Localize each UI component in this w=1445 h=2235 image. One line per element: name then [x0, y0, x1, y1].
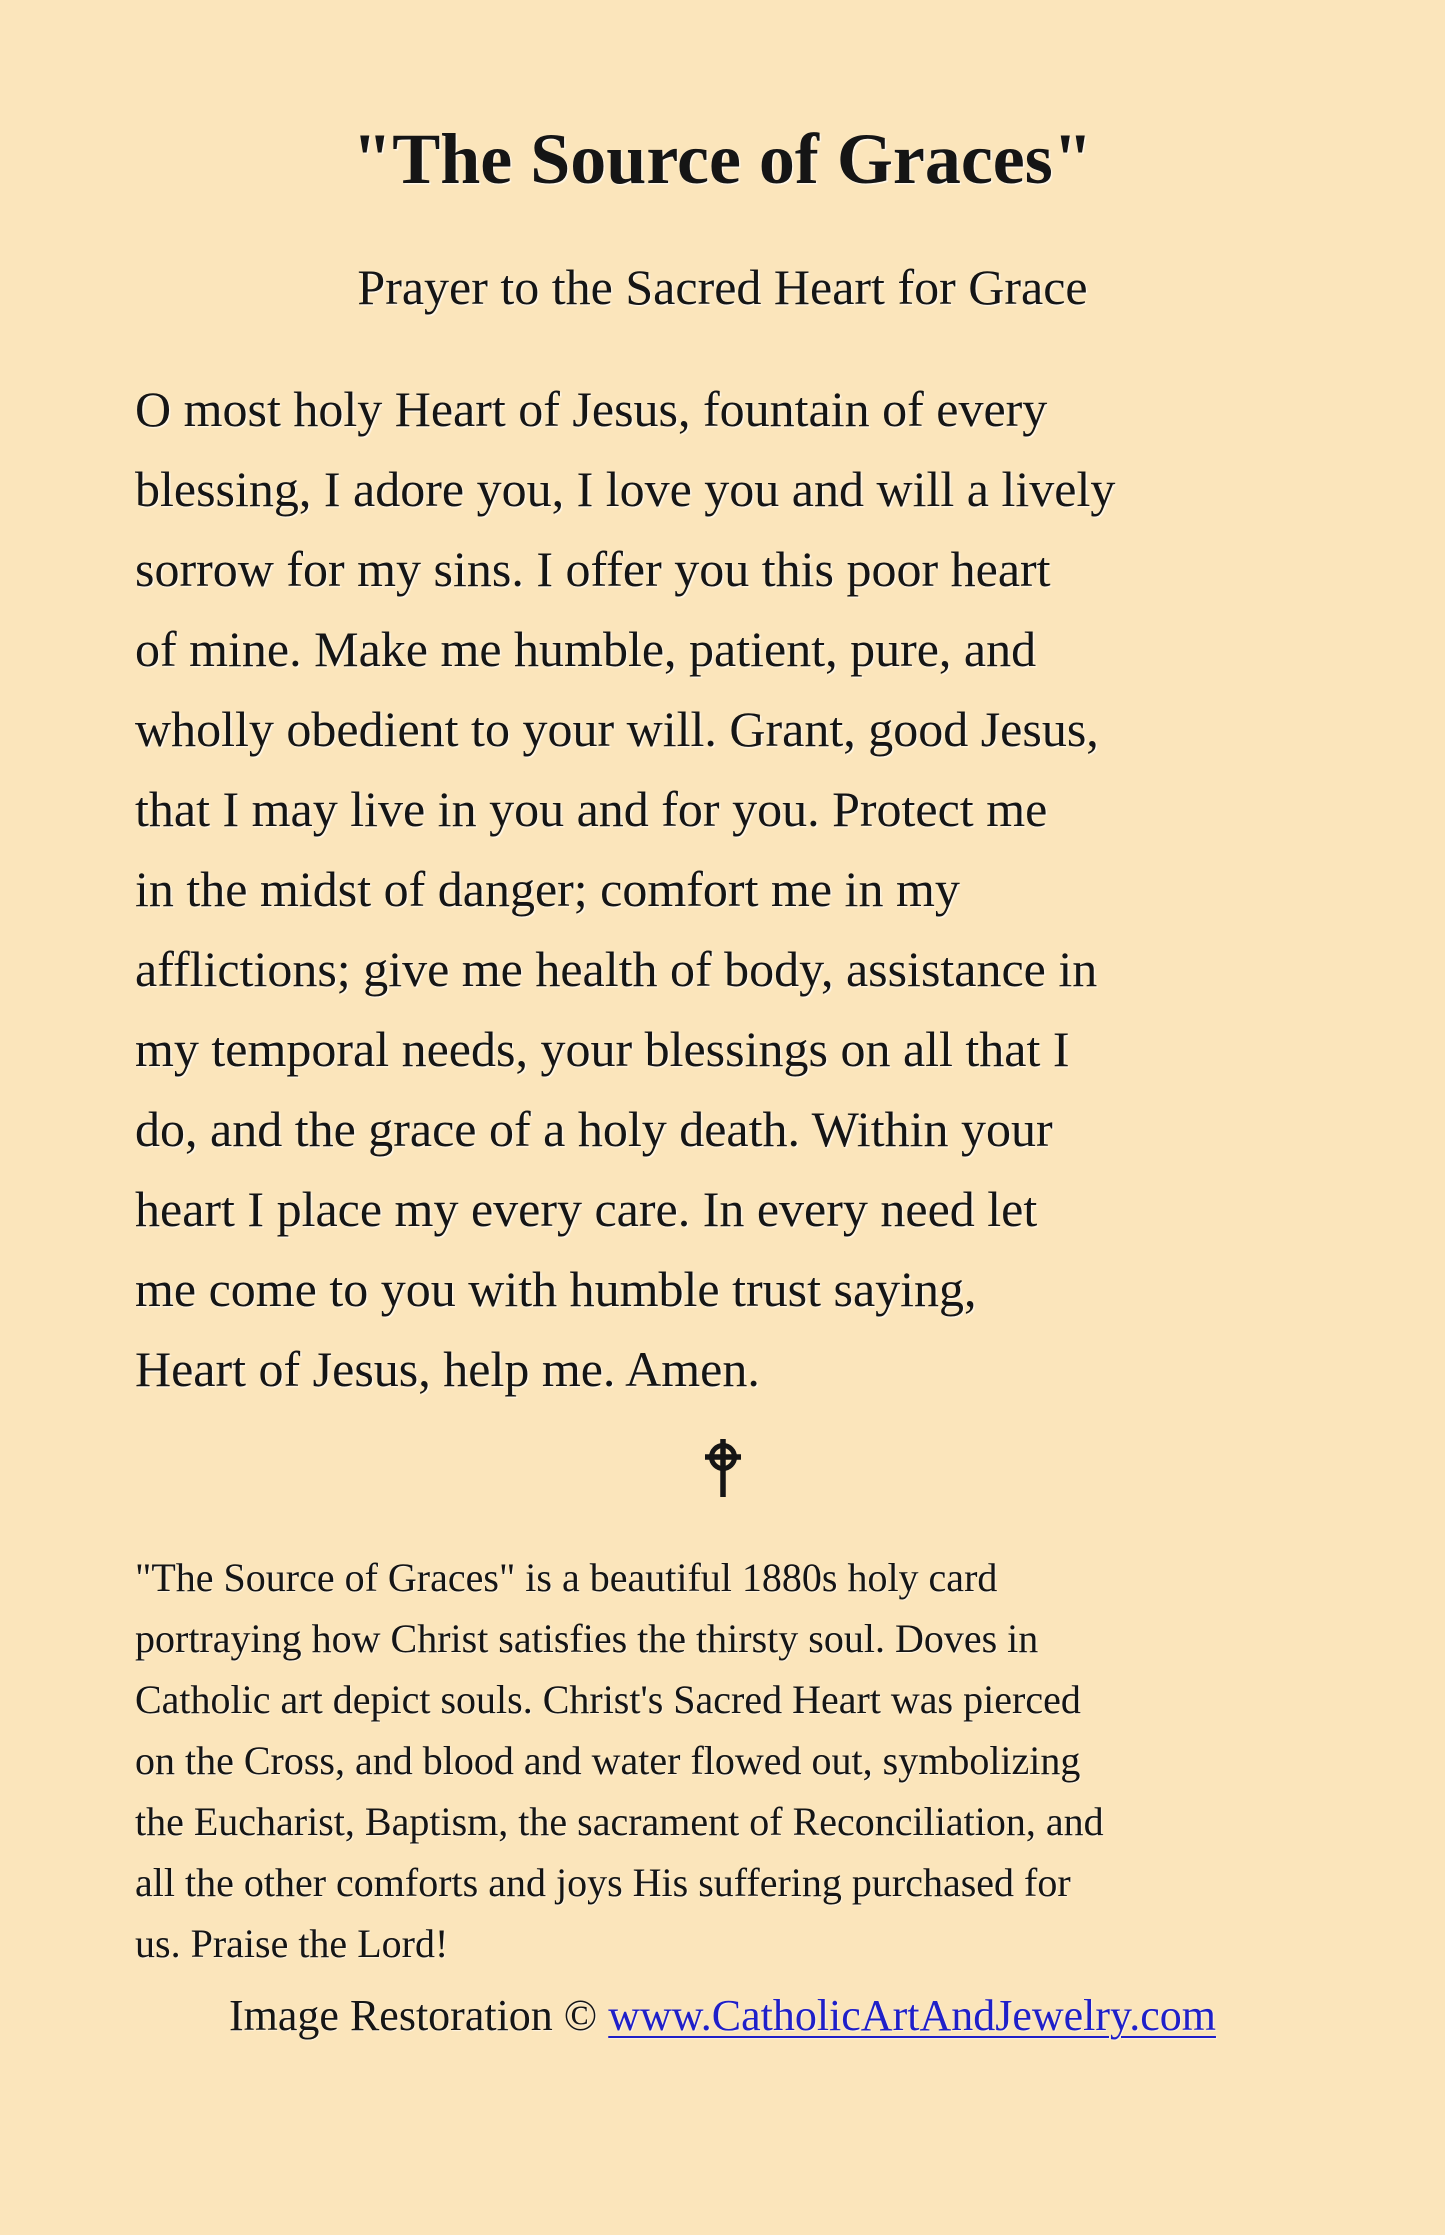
card-description [135, 1547, 1310, 1974]
credit-text: Image Restoration © [229, 1991, 609, 2041]
text-line: all the other comforts and joys His suffering purchased for [135, 1860, 1071, 1906]
text-line: Catholic art depict souls. Christ's Sacred Heart was pierced [135, 1677, 1081, 1723]
text-line: that I may live in you and for you. Protect me [135, 781, 1048, 838]
text-line: sorrow for my sins. I offer you this poor heart [135, 541, 1051, 598]
text-line: me come to you with humble trust saying, [135, 1261, 977, 1318]
text-line: on the Cross, and blood and water flowed out, symbolizing [135, 1738, 1081, 1784]
text-line: "The Source of Graces" is a beautiful 1880s holy card [135, 1555, 998, 1601]
text-line: the Eucharist, Baptism, the sacrament of Reconciliation, and [135, 1799, 1104, 1845]
text-line: afflictions; give me health of body, assistance in [135, 941, 1098, 998]
text-line: my temporal needs, your blessings on all that I [135, 1021, 1070, 1078]
text-line: heart I place my every care. In every need let [135, 1181, 1038, 1238]
text-line: Heart of Jesus, help me. Amen. [135, 1341, 760, 1398]
website-link[interactable]: www.CatholicArtAndJewelry.com [608, 1991, 1216, 2041]
credit-line [135, 1988, 1310, 2044]
ornament-row [135, 1437, 1310, 1499]
text-line: portraying how Christ satisfies the thirsty soul. Doves in [135, 1616, 1039, 1662]
text-line: of mine. Make me humble, patient, pure, and [135, 621, 1037, 678]
prayer-text [135, 369, 1310, 1409]
text-line: in the midst of danger; comfort me in my [135, 861, 960, 918]
text-line: wholly obedient to your will. Grant, good Jesus, [135, 701, 1099, 758]
card-content [0, 120, 1445, 2044]
celtic-cross-icon [705, 1437, 741, 1454]
prayer-subtitle: Prayer to the Sacred Heart for Grace [357, 259, 1088, 316]
text-line: blessing, I adore you, I love you and will a lively [135, 461, 1116, 518]
text-line: O most holy Heart of Jesus, fountain of every [135, 381, 1048, 438]
text-line: do, and the grace of a holy death. Within your [135, 1101, 1053, 1158]
text-line: us. Praise the Lord! [135, 1921, 449, 1967]
page-title: "The Source of Graces" [352, 119, 1093, 199]
